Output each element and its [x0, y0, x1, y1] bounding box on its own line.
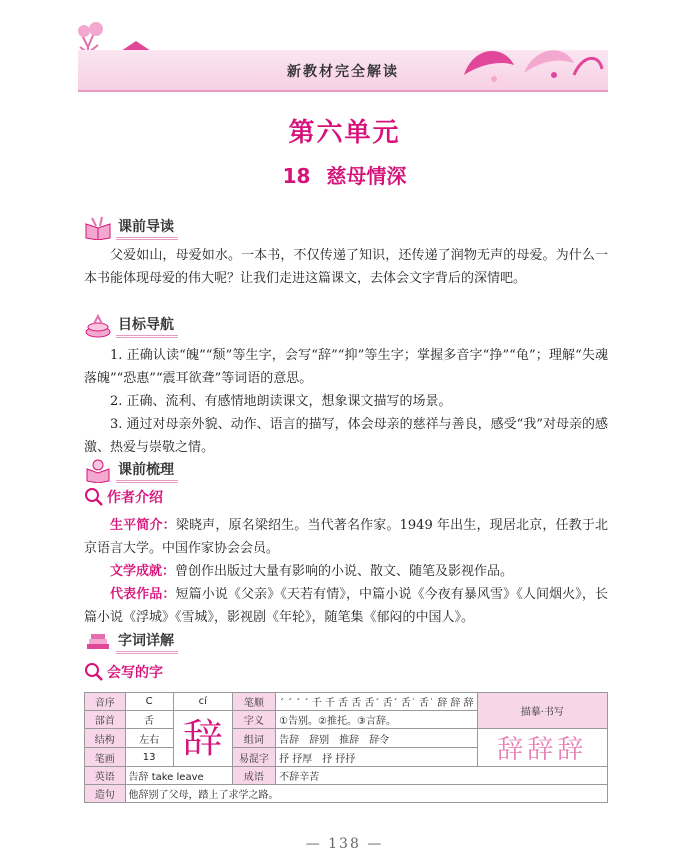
lesson-title — [0, 160, 689, 189]
author-works — [84, 583, 608, 629]
large-character: 辞 — [182, 715, 223, 762]
page-number: — 138 — — [305, 836, 384, 852]
radical-label: 部首 — [85, 711, 126, 729]
section-heading-guide — [84, 214, 178, 240]
unit-title: 第六单元 — [288, 118, 401, 148]
words-label: 组词 — [232, 729, 275, 748]
bio-label: 生平简介： — [110, 518, 176, 533]
goal-item-2: 2. 正确、流利、有感情地朗读课文，想象课文描写的场景。 — [110, 394, 452, 409]
open-book-icon — [84, 216, 112, 240]
trace-label: 描摹·书写 — [477, 693, 607, 729]
bio-text: 梁晓声，原名梁绍生。当代著名作家。1949 年出生，现居北京，任教于北京语言大学。中国作家协会会员。 — [84, 518, 608, 556]
english-value: 告辞 take leave — [125, 767, 232, 785]
achieve-text: 曾创作出版过大量有影响的小说、散文、随笔及影视作品。 — [175, 564, 514, 579]
achieve-label: 文学成就： — [110, 564, 176, 579]
section-heading-words — [84, 628, 178, 654]
idiom-label: 成语 — [232, 767, 275, 785]
strokes-count-label: 笔画 — [85, 748, 126, 767]
notebook-icon — [84, 459, 112, 483]
pinyin: cí — [173, 693, 232, 711]
lesson-name: 慈母情深 — [326, 164, 407, 188]
write-heading — [84, 662, 163, 682]
write-heading-text: 会写的字 — [107, 665, 163, 681]
section-label: 目标导航 — [116, 314, 178, 338]
author-achievement — [84, 560, 608, 583]
author-bio — [84, 514, 608, 560]
idiom-value: 不辞辛苦 — [276, 767, 608, 785]
section-label: 字词详解 — [116, 630, 178, 654]
structure-value: 左右 — [125, 729, 173, 748]
section-label: 课前梳理 — [116, 459, 178, 483]
trace-characters: 辞辞辞 — [497, 735, 588, 765]
page-header — [78, 17, 608, 80]
section-heading-goals — [84, 312, 178, 338]
sentence-label: 造句 — [85, 785, 126, 803]
structure-label: 结构 — [85, 729, 126, 748]
confusable-characters: 抒 抒厚 抒 抒抒 — [276, 748, 478, 767]
section-heading-review — [84, 457, 178, 483]
books-icon — [84, 630, 112, 654]
english-label: 英语 — [85, 767, 126, 785]
stroke-order: ˊ ˊ ˊ ˊ 千 千 舌 舌 舌ˊ 舌ˊ 舌˙ 舌˙ 辞 辞 辞 — [276, 693, 478, 711]
confuse-label: 易混字 — [232, 748, 275, 767]
author-heading-text: 作者介绍 — [107, 490, 163, 506]
pinyin-order-value: C — [125, 693, 173, 711]
book-stack-icon — [84, 314, 112, 338]
meaning-label: 字义 — [232, 711, 275, 729]
goal-item-3: 3. 通过对母亲外貌、动作、语言的描写，体会母亲的慈祥与善良，感受“我”对母亲的感激、热爱与崇敬之情。 — [84, 417, 608, 455]
leaf-decoration — [454, 35, 604, 85]
author-heading — [84, 487, 163, 507]
section-label: 课前导读 — [116, 216, 178, 240]
radical-value: 舌 — [125, 711, 173, 729]
goal-item-1: 1. 正确认读“魄”“颓”等生字，会写“辞”“抑”等生字；掌握多音字“挣”“龟”；理解“失魂落魄”“恐惠”“震耳欲聋”等词语的意思。 — [84, 348, 608, 386]
pinyin-order-label: 音序 — [85, 693, 126, 711]
lesson-number: 18 — [282, 164, 311, 188]
works-label: 代表作品： — [110, 587, 176, 602]
character-table — [84, 692, 608, 803]
magnifier-icon — [84, 662, 104, 682]
works-text: 短篇小说《父亲》《天若有情》，中篇小说《今夜有暴风雪》《人间烟火》，长篇小说《浮城》《雪城》，影视剧《年轮》，随笔集《郁闷的中国人》。 — [84, 587, 608, 625]
strokes-count-value: 13 — [125, 748, 173, 767]
guide-paragraph: 父爱如山，母爱如水。一本书，不仅传递了知识，还传递了润物无声的母爱。为什么一本书能体现母爱的伟大呢？让我们走进这篇课文，去体会文字背后的深情吧。 — [84, 248, 608, 286]
header-title: 新教材完全解读 — [287, 64, 399, 80]
sentence-value: 他辞别了父母，踏上了求学之路。 — [125, 785, 607, 803]
magnifier-icon — [84, 487, 104, 507]
meaning: ①告别。②推托。③言辞。 — [276, 711, 478, 729]
word-groups: 告辞 辞别 推辞 辞令 — [276, 729, 478, 748]
stroke-label: 笔顺 — [232, 693, 275, 711]
